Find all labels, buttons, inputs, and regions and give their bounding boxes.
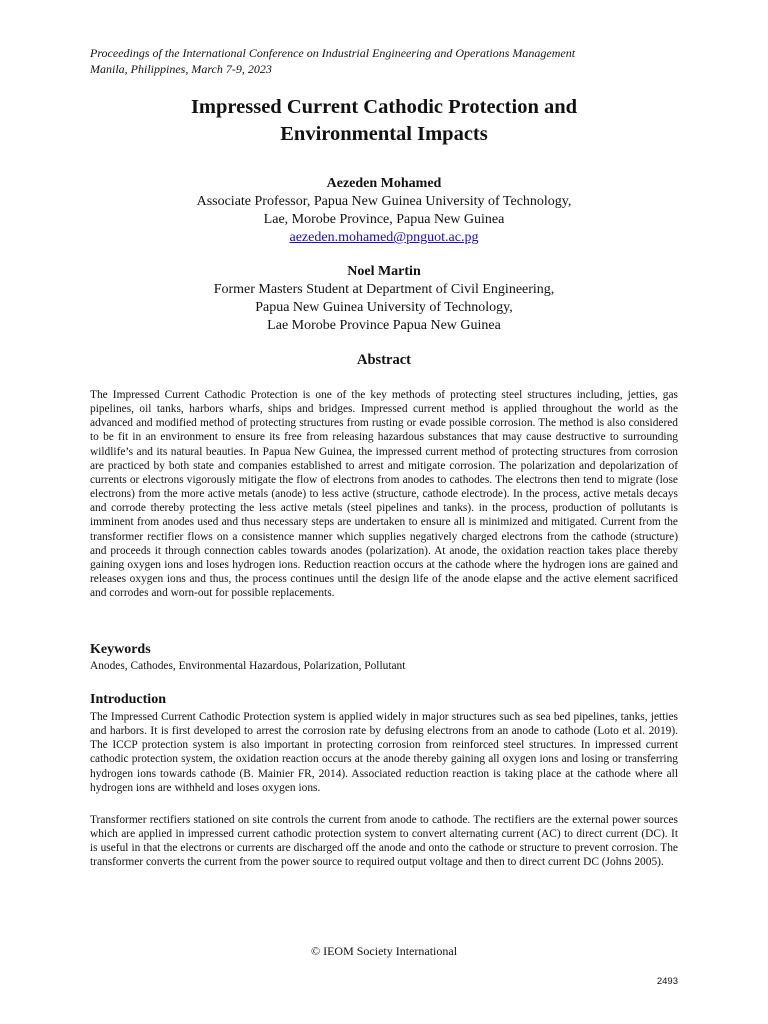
author-name: Noel Martin [347, 264, 421, 279]
author-block-2 [90, 263, 678, 335]
running-header [90, 45, 690, 77]
author-affiliation-line: Former Masters Student at Department of Civil Engineering, [213, 282, 555, 297]
abstract-text: The Impressed Current Cathodic Protection is one of the key methods of protecting steel structures including, jetties, gas pipelines, oil tanks, harbors wharfs, ships and bridges. Impressed current method is applied throughout the world as the advanced and modified method of protecting structures from rusting or evade possible corrosion. The method is also considered to be fit in an environment to ensure its free from releasing hazardous substances that may cause destructive to surrounding wildlife’s and its natural beauties. In Papua New Guinea, the impressed current method of protecting structures from corrosion are practiced by both state and companies established to arrest and mitigate corrosion. The polarization and depolarization of currents or electrons vigorously mitigate the flow of electrons from anodes to cathodes. The electrons then tend to migrate (lose electrons) from the more active metals (anode) to less active (structure, cathode electrode). In the process, active metals decays and corrode thereby protecting the less active metals (steel pipelines and tanks). in the process, production of pollutants is imminent from anodes used and thus necessary steps are undertaken to ensure all is minimized and mitigated. Current from the transformer rectifier flows on a consistence manner which supplies negatively charged electrons from the cathode (structure) and proceeds it through connection cables towards anodes (polarization). At anode, the oxidation reaction takes place thereby gaining oxygen ions and loses hydrogen ions. Reduction reaction occurs at the cathode where the hydrogen ions are gained and releases oxygen ions and thus, the process continues until the design life of the anode elapse and the active element sacrificed and corrodes and worn-out for possible replacements. [90, 389, 678, 600]
introduction-heading: Introduction [90, 692, 166, 707]
keywords-text: Anodes, Cathodes, Environmental Hazardous, Polarization, Pollutant [90, 660, 406, 672]
keywords-heading: Keywords [90, 642, 151, 657]
introduction-paragraph-1: The Impressed Current Cathodic Protection system is applied widely in major structures such as sea bed pipelines, tanks, jetties and harbors. It is first developed to arrest the corrosion rate by defusing electrons from an anode to cathode (Loto et al. 2019). The ICCP protection system is also important in protecting corrosion from reinforced steel structures. In impressed current cathodic protection system, the oxidation reaction occurs at the anode thereby gaining all oxygen ions and losing or transferring hydrogen ions towards cathode (B. Mainier FR, 2014). Associated reduction reaction is taking place at the cathode where all hydrogen ions are withheld and loses oxygen ions. [90, 711, 678, 794]
page-number: 2493 [656, 976, 678, 987]
author-affiliation-line: Lae Morobe Province Papua New Guinea [267, 318, 501, 333]
author-affiliation-line: Lae, Morobe Province, Papua New Guinea [263, 212, 505, 227]
introduction-paragraph-2: Transformer rectifiers stationed on site controls the current from anode to cathode. The rectifiers are the external power sources which are applied in impressed current cathodic protection system to convert alternating current (AC) to direct current (DC). It is useful in that the electrons or currents are discharged off the anode and onto the cathode or structure to prevent corrosion. The transformer converts the current from the power source to required output voltage and then to direct current DC (Johns 2005). [90, 814, 678, 869]
author-affiliation-line: Associate Professor, Papua New Guinea University of Technology, [196, 194, 572, 209]
author-affiliation-line: Papua New Guinea University of Technology, [255, 300, 513, 315]
footer-copyright: © IEOM Society International [310, 944, 458, 958]
abstract-heading: Abstract [357, 352, 411, 368]
paper-title-line-2: Environmental Impacts [280, 123, 488, 145]
author-name: Aezeden Mohamed [326, 176, 442, 191]
paper-title [90, 94, 678, 148]
author-block-1 [90, 175, 678, 247]
conference-location-date: Manila, Philippines, March 7-9, 2023 [90, 62, 272, 76]
conference-name: Proceedings of the International Conference on Industrial Engineering and Operations Management [90, 46, 576, 60]
author-email-link[interactable]: aezeden.mohamed@pnguot.ac.pg [289, 230, 479, 245]
paper-title-line-1: Impressed Current Cathodic Protection and [190, 96, 578, 118]
